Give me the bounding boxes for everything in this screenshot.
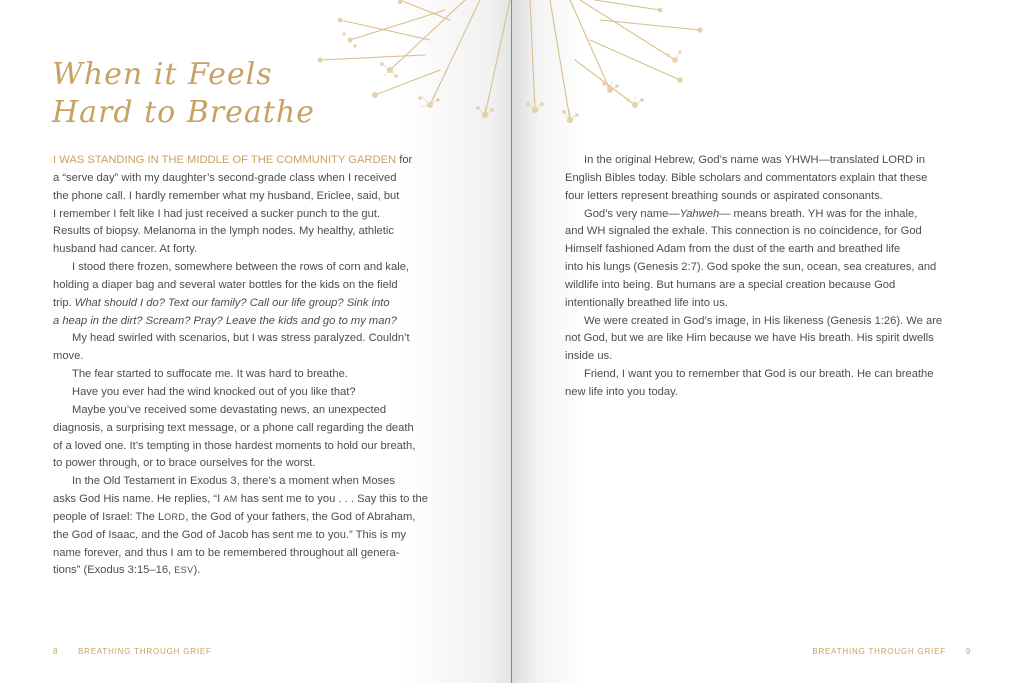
paragraph-line <box>53 509 457 527</box>
paragraph-line: Himself fashioned Adam from the dust of the earth and breathed life <box>565 243 901 256</box>
paragraph-line: I remember I felt like I had just received a sucker punch to the gut. <box>53 207 381 220</box>
lead-in-caps: I WAS STANDING IN THE MIDDLE OF THE COMMUNITY GARDEN <box>53 154 397 166</box>
paragraph-line <box>565 206 970 224</box>
paragraph-line: move. <box>53 350 84 363</box>
paragraph-line: We were created in God’s image, in His likeness (Genesis 1:26). We are <box>584 314 943 327</box>
italic-text: Yahweh <box>679 207 720 220</box>
paragraph-line: holding a diaper bag and several water bottles for the kids on the field <box>53 278 398 291</box>
left-page-body <box>53 152 457 580</box>
paragraph-line: the phone call. I hardly remember what my husband, Ericlee, said, but <box>53 189 400 202</box>
paragraph-line: the God of Isaac, and the God of Jacob has sent me to you.” This is my <box>53 528 407 541</box>
paragraph-line: In the Old Testament in Exodus 3, there’s a moment when Moses <box>72 475 395 488</box>
small-caps-text: AM <box>223 494 238 505</box>
right-page-body <box>565 152 970 402</box>
italic-text: What should I do? Text our family? Call our life group? Sink into <box>74 296 390 309</box>
paragraph-line: I stood there frozen, somewhere between the rows of corn and kale, <box>72 261 410 274</box>
paragraph-text: , the God of your fathers, the God of Abraham, <box>185 510 416 523</box>
paragraph-text: — means breath. YH was for the inhale, <box>719 207 918 220</box>
paragraph-text: trip. <box>53 296 75 309</box>
chapter-title-line-2: Hard to Breathe <box>52 95 315 130</box>
paragraph-line: The fear started to suffocate me. It was hard to breathe. <box>72 368 348 381</box>
left-page-number: 8 <box>53 647 59 656</box>
paragraph-line: Have you ever had the wind knocked out of you like that? <box>72 385 356 398</box>
small-caps-text: ORD <box>164 511 186 522</box>
paragraph-text: people of Israel: The L <box>53 510 165 523</box>
paragraph-line: name forever, and thus I am to be remembered throughout all genera- <box>53 546 400 559</box>
paragraph-text: tions” (Exodus 3:15–16, <box>53 564 175 577</box>
paragraph-line: and WH signaled the exhale. This connection is no coincidence, for God <box>565 225 922 238</box>
paragraph-text: ). <box>193 564 201 577</box>
paragraph-line: to power through, or to brace ourselves for the worst. <box>53 457 316 470</box>
dandelion-seed-ornament-icon <box>280 0 760 150</box>
paragraph-line <box>53 491 457 509</box>
paragraph-line: English Bibles today. Bible scholars and commentators explain that these <box>565 171 928 184</box>
paragraph-line <box>53 562 457 580</box>
paragraph-line: a heap in the dirt? Scream? Pray? Leave the kids and go to my man? <box>53 314 397 327</box>
paragraph-line: Results of biopsy. Melanoma in the lymph nodes. My healthy, athletic <box>53 225 394 238</box>
paragraph-line <box>53 152 457 170</box>
right-page-number: 9 <box>965 647 971 656</box>
paragraph-line: Maybe you’ve received some devastating news, an unexpected <box>72 403 387 416</box>
paragraph-line: inside us. <box>565 350 613 363</box>
paragraph-text: God’s very name— <box>584 207 680 220</box>
right-running-head: BREATHING THROUGH GRIEF <box>812 647 946 656</box>
paragraph-line: husband had cancer. At forty. <box>53 243 198 256</box>
paragraph-line: a “serve day” with my daughter’s second-grade class when I received <box>53 171 397 184</box>
paragraph-text: for <box>396 154 413 166</box>
chapter-title-line-1: When it Feels <box>52 57 273 92</box>
paragraph-line: Friend, I want you to remember that God is our breath. He can breathe <box>584 368 934 381</box>
paragraph-line: intentionally breathed life into us. <box>565 296 728 309</box>
paragraph-line <box>53 295 457 313</box>
paragraph-line: My head swirled with scenarios, but I was stress paralyzed. Couldn’t <box>72 332 410 345</box>
paragraph-line: of a loved one. It’s tempting in those hardest moments to hold our breath, <box>53 439 416 452</box>
paragraph-line: not God, but we are like Him because we have His breath. His spirit dwells <box>565 332 934 345</box>
paragraph-text: asks God His name. He replies, “I <box>53 493 224 506</box>
left-running-head: BREATHING THROUGH GRIEF <box>78 647 212 656</box>
paragraph-line: new life into you today. <box>565 385 678 398</box>
paragraph-line: into his lungs (Genesis 2:7). God spoke the sun, ocean, sea creatures, and <box>565 261 937 274</box>
paragraph-line: wildlife into being. But humans are a special creation because God <box>565 278 896 291</box>
chapter-title <box>52 56 352 132</box>
paragraph-line: In the original Hebrew, God’s name was YHWH—translated LORD in <box>584 154 925 166</box>
paragraph-line: diagnosis, a surprising text message, or a phone call regarding the death <box>53 421 414 434</box>
small-caps-text: ESV <box>174 565 194 576</box>
paragraph-text: has sent me to you . . . Say this to the <box>237 493 428 506</box>
paragraph-line: four letters represent breathing sounds or aspirated consonants. <box>565 189 883 202</box>
